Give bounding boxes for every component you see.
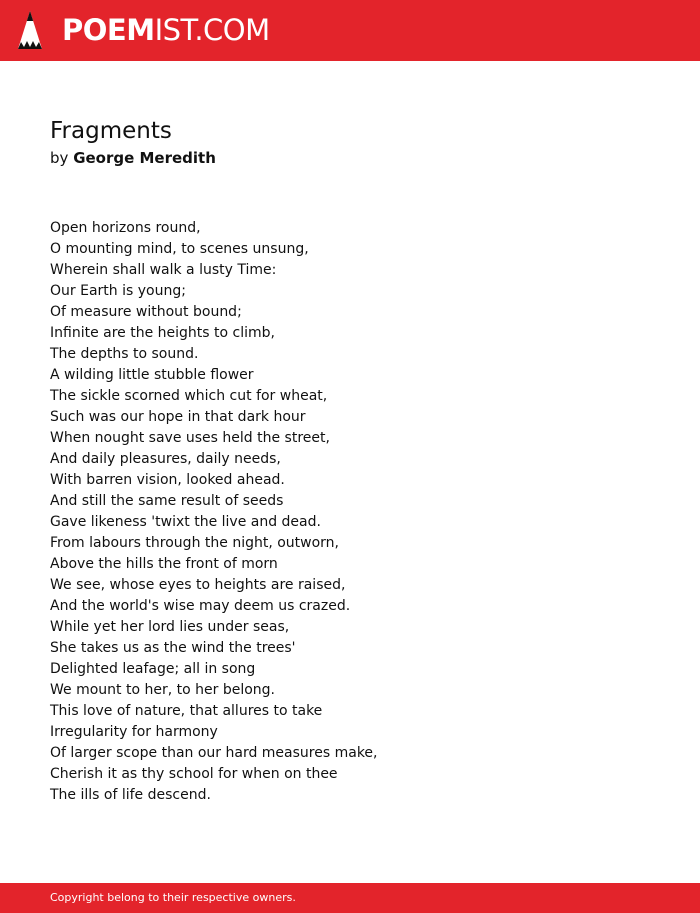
poem-line: We see, whose eyes to heights are raised, [50, 577, 346, 593]
poem-byline [50, 148, 216, 169]
poem-title: Fragments [50, 118, 172, 144]
poem-line: When nought save uses held the street, [50, 430, 330, 446]
poem-line: And daily pleasures, daily needs, [50, 451, 281, 467]
poem-line: We mount to her, to her belong. [50, 682, 275, 698]
pencil-tip-icon [17, 10, 43, 51]
site-header [0, 0, 700, 61]
poem-line: Of measure without bound; [50, 304, 242, 320]
site-footer [0, 883, 700, 913]
poem-line: O mounting mind, to scenes unsung, [50, 241, 309, 257]
poem-line: Our Earth is young; [50, 283, 186, 299]
poem-line: And still the same result of seeds [50, 493, 284, 509]
poem-line: From labours through the night, outworn, [50, 535, 340, 551]
poem-line: While yet her lord lies under seas, [50, 619, 290, 635]
poem-line: She takes us as the wind the trees' [50, 640, 296, 656]
poem-line: Gave likeness 'twixt the live and dead. [50, 514, 321, 530]
poem-line: Open horizons round, [50, 220, 201, 236]
poem-line: The ills of life descend. [50, 787, 211, 803]
poem-line: Cherish it as thy school for when on thee [50, 766, 338, 782]
logo-text-bold: POEM [62, 13, 155, 47]
poem-author: George Meredith [73, 149, 216, 167]
poem-line: This love of nature, that allures to take [50, 703, 323, 719]
poem-line: Delighted leafage; all in song [50, 661, 256, 677]
by-label: by [50, 149, 69, 167]
poem-line: Irregularity for harmony [50, 724, 218, 740]
poem-line: Such was our hope in that dark hour [50, 409, 306, 425]
poem-body [50, 218, 378, 806]
poem-line: The sickle scorned which cut for wheat, [50, 388, 328, 404]
copyright-notice: Copyright belong to their respective owners. [50, 891, 296, 904]
poem-line: Of larger scope than our hard measures make, [50, 745, 378, 761]
poem-line: And the world's wise may deem us crazed. [50, 598, 351, 614]
poem-line: The depths to sound. [50, 346, 199, 362]
poem-line: Wherein shall walk a lusty Time: [50, 262, 277, 278]
site-logo[interactable] [62, 12, 270, 48]
poem-line: With barren vision, looked ahead. [50, 472, 285, 488]
poem-line: A wilding little stubble flower [50, 367, 254, 383]
poem-line: Above the hills the front of morn [50, 556, 278, 572]
logo-text-light: IST.COM [154, 13, 270, 47]
poem-line: Infinite are the heights to climb, [50, 325, 275, 341]
